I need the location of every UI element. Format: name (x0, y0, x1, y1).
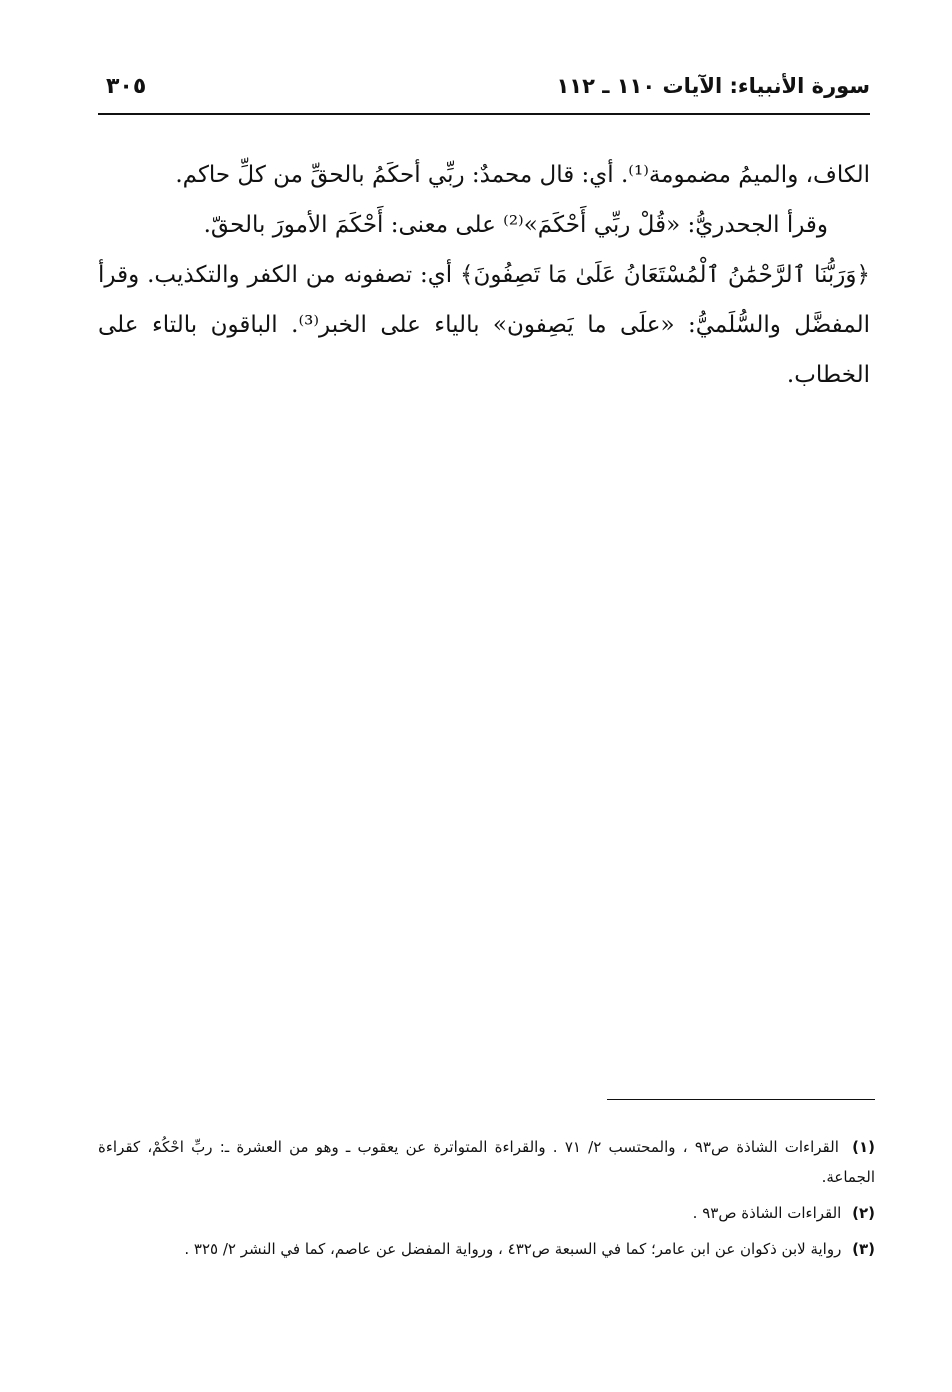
page-number: ٣٠٥ (106, 74, 147, 99)
chapter-title: سورة الأنبياء: الآيات ١١٠ ـ ١١٢ (556, 74, 870, 98)
footnote-item (98, 1198, 875, 1228)
footnote-number: (١) (852, 1138, 875, 1156)
body-paragraph: الكاف، والميمُ مضمومة⁽¹⁾. أي: قال محمدٌ: ربِّي أحكَمُ بالحقِّ من كلِّ حاكم. (175, 162, 870, 188)
header-divider (98, 113, 870, 115)
main-body-text (98, 150, 870, 400)
footnote-item (98, 1132, 875, 1192)
footnote-text: القراءات الشاذة ص٩٣ ، والمحتسب ٢/ ٧١ . والقراءة المتواترة عن يعقوب ـ وهو من العشرة ـ: ربِّ احْكُمْ، كقراءة الجماعة. (98, 1138, 875, 1186)
footnote-text: القراءات الشاذة ص٩٣ . (692, 1204, 842, 1222)
body-paragraph: وقرأ الجحدريُّ: «قُلْ ربِّي أَحْكَمَ»⁽²⁾ على معنى: أَحْكَمَ الأمورَ بالحقّ. (203, 212, 828, 238)
body-paragraph: ﴿وَرَبُّنَا ٱلرَّحْمَٰنُ ٱلْمُسْتَعَانُ عَلَىٰ مَا تَصِفُونَ﴾ أي: تصفونه من الكفر والتكذيب. وقرأ المفضَّل والسُّلَميُّ: «علَى ما يَصِفون» بالياء على الخبر⁽³⁾. الباقون بالتاء على الخطاب. (98, 262, 871, 388)
footnote-number: (٢) (852, 1204, 875, 1222)
footnote-number: (٣) (852, 1240, 875, 1258)
footnote-item (98, 1234, 875, 1264)
running-header (98, 66, 870, 110)
footnote-divider (607, 1099, 875, 1100)
footnote-text: رواية لابن ذكوان عن ابن عامر؛ كما في السبعة ص٤٣٢ ، ورواية المفضل عن عاصم، كما في النشر ٢/ ٣٢٥ . (184, 1240, 842, 1258)
footnotes (98, 1132, 875, 1270)
